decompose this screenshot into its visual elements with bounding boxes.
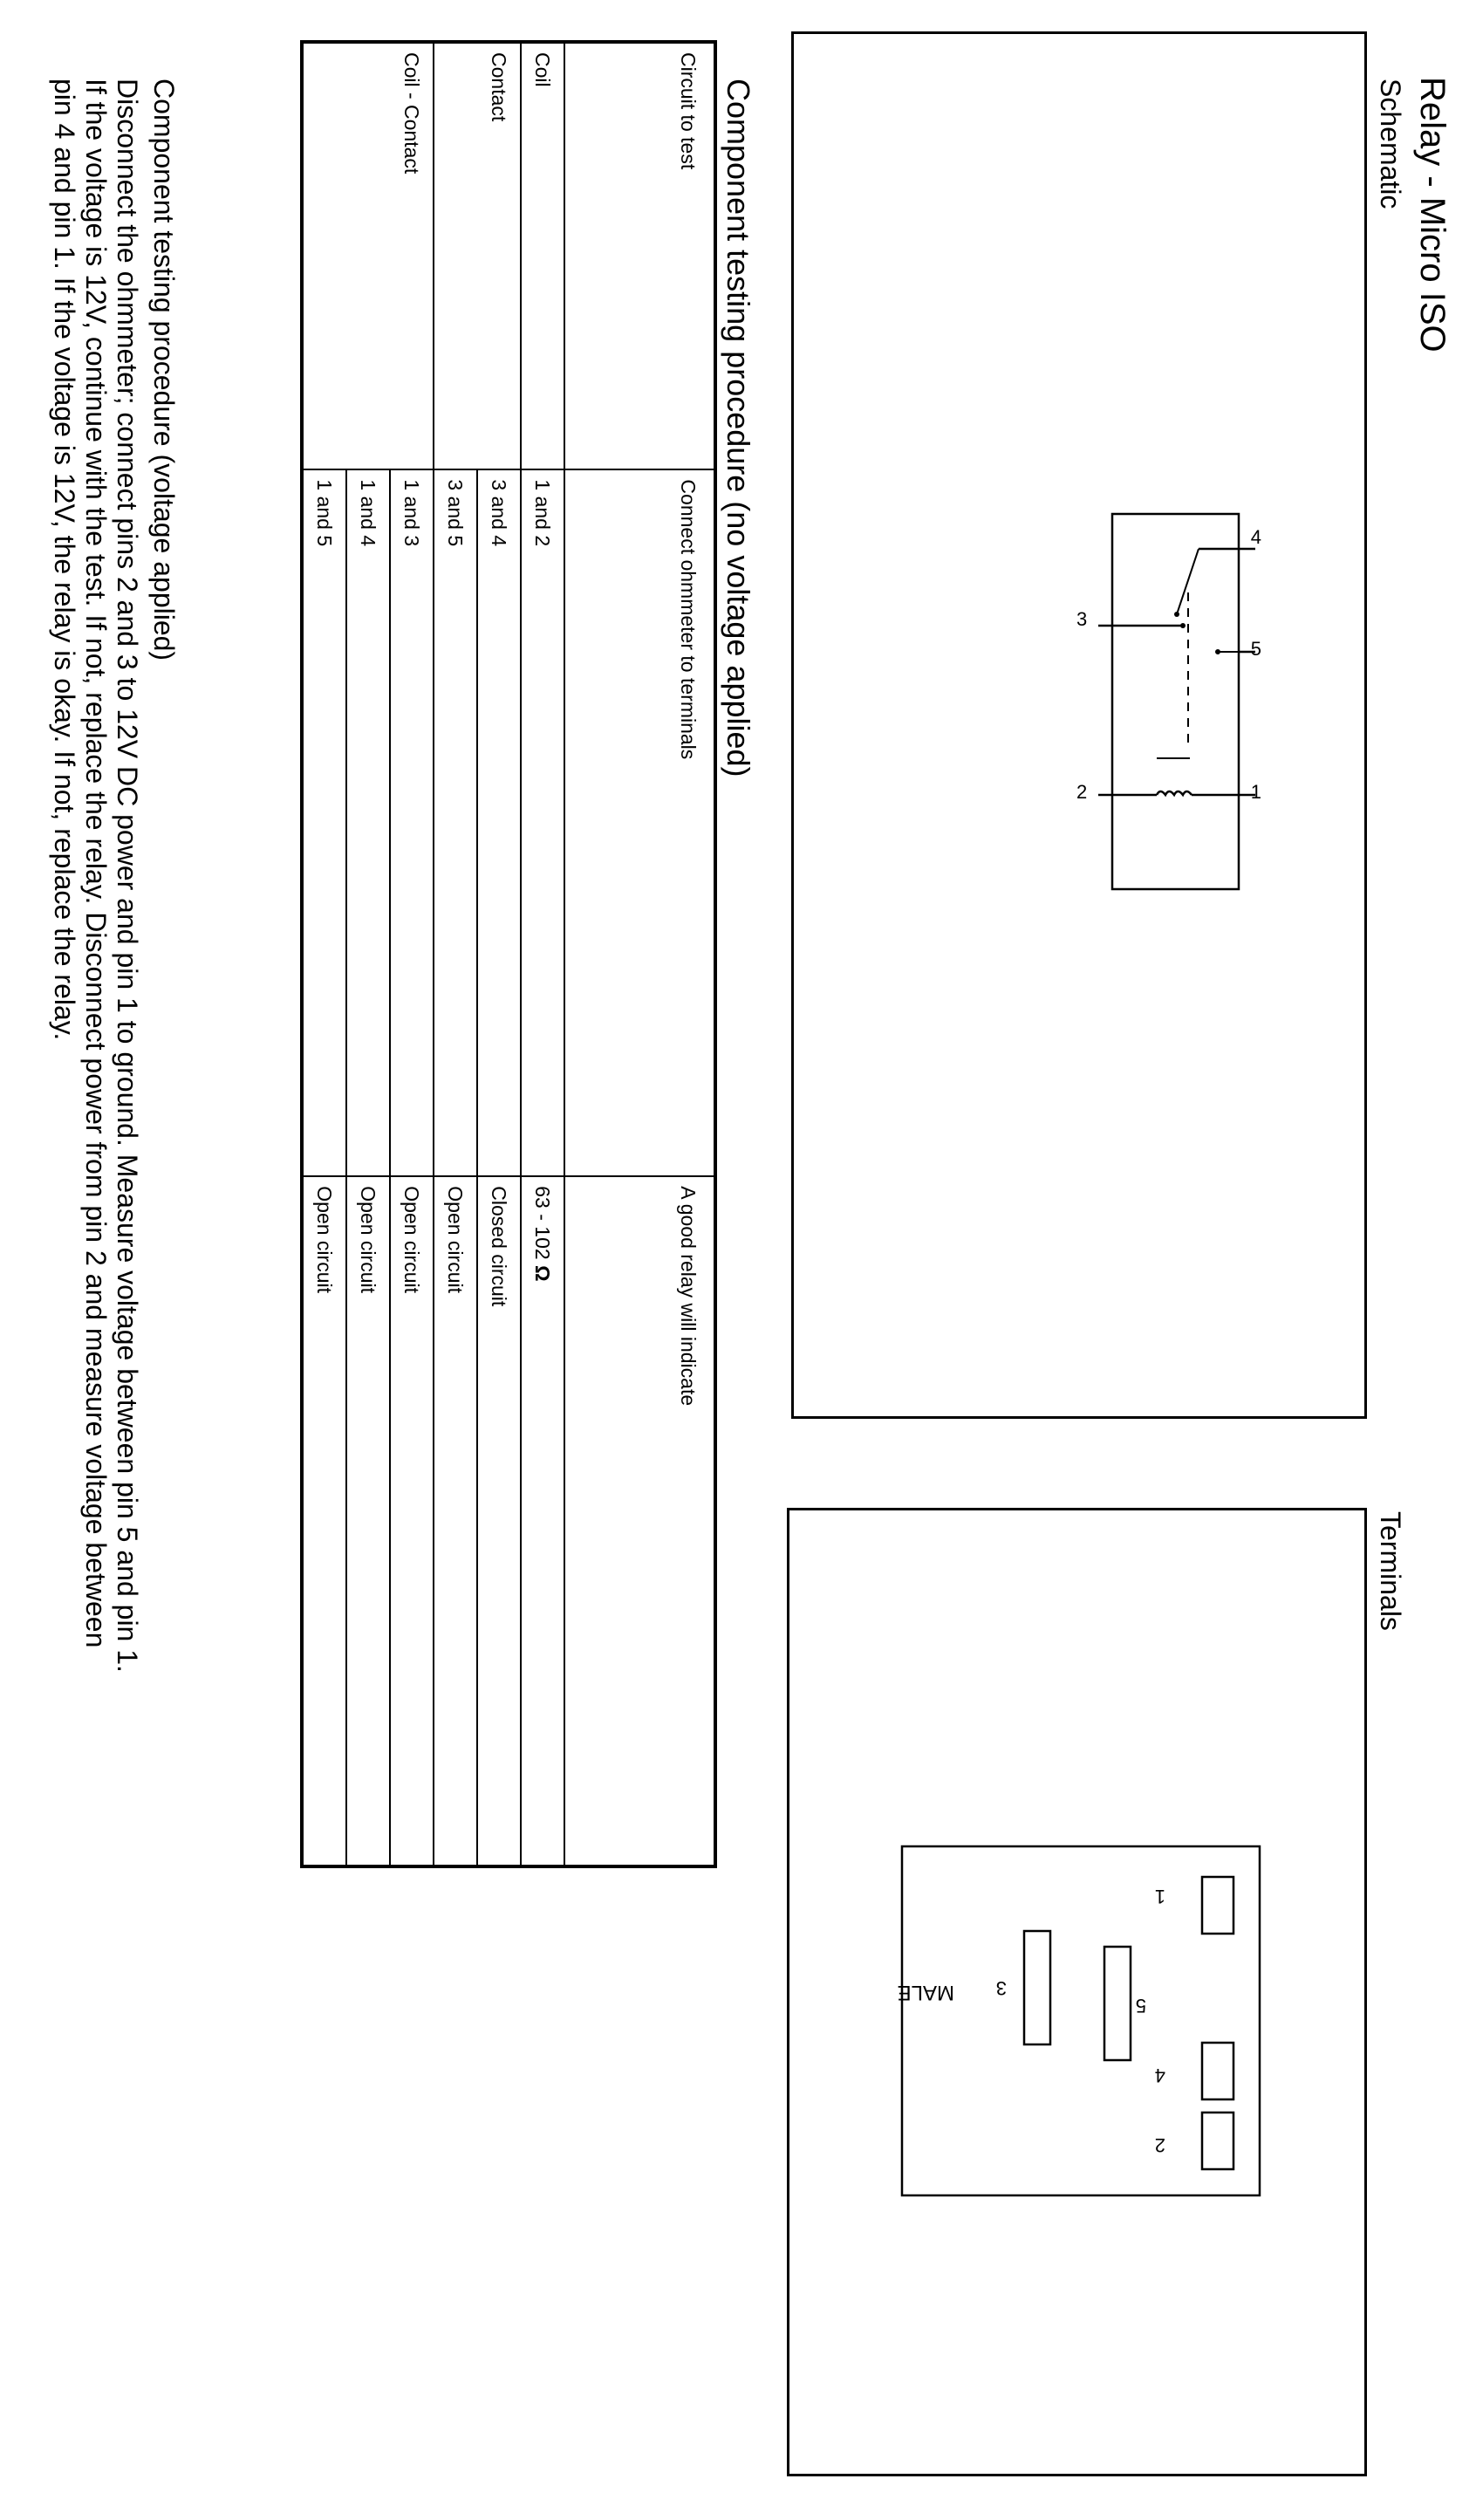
term-pin-4-label: 4 — [1154, 2065, 1165, 2086]
table-header-row — [564, 42, 715, 1866]
terminal-4-blade — [1202, 2043, 1233, 2099]
schem-pin-1-label: 1 — [1250, 781, 1261, 803]
voltage-test-title: Component testing procedure (voltage applied) — [148, 79, 180, 661]
connector-outline — [902, 1846, 1260, 2195]
no-voltage-test-title: Component testing procedure (no voltage applied) — [721, 79, 756, 777]
cell-terminals: 3 and 4 — [477, 469, 521, 1176]
terminal-3-blade — [1024, 1931, 1050, 2044]
switch-contact-dot — [1174, 612, 1179, 617]
voltage-test-instructions — [49, 79, 143, 1673]
cell-terminals: 1 and 4 — [346, 469, 390, 1176]
schematic-panel — [791, 31, 1367, 1419]
connector-gender-label: MALE — [897, 1981, 954, 2004]
cell-result: Open circuit — [302, 1176, 346, 1866]
cell-result: Open circuit — [434, 1176, 477, 1866]
page-title: Relay - Micro ISO — [1413, 77, 1452, 353]
terminal-2-blade — [1202, 2113, 1233, 2169]
cell-circuit: Coil — [521, 42, 564, 469]
schematic-pin-labels — [1076, 526, 1261, 803]
table-row — [346, 42, 390, 1866]
term-pin-5-label: 5 — [1135, 1995, 1146, 2017]
cell-terminals: 1 and 2 — [521, 469, 564, 1176]
schem-pin-3-label: 3 — [1076, 608, 1088, 630]
instruction-line: Disconnect the ohmmeter; connect pins 2 and 3 to 12V DC power and pin 1 to ground. Measure voltage between pin 5 and pin 1. — [112, 79, 143, 1673]
term-pin-1-label: 1 — [1154, 1886, 1165, 1907]
table-row — [477, 42, 521, 1866]
table-row — [521, 42, 564, 1866]
relay-terminals-diagram — [789, 1510, 1364, 2474]
schem-pin-4-label: 4 — [1250, 526, 1261, 548]
instruction-line: If the voltage is 12V, continue with the test. If not, replace the relay. Disconnect power from pin 2 and measure voltage between — [80, 79, 112, 1648]
cell-result: Open circuit — [346, 1176, 390, 1866]
term-pin-3-label: 3 — [995, 1977, 1007, 1999]
cell-circuit: Coil - Contact — [390, 42, 434, 469]
cell-terminals: 1 and 3 — [390, 469, 434, 1176]
term-pin-2-label: 2 — [1154, 2134, 1165, 2156]
pin-5-contact-dot — [1215, 649, 1220, 654]
table-row — [434, 42, 477, 1866]
terminal-5-blade — [1104, 1947, 1131, 2060]
no-voltage-test-table — [300, 40, 717, 1868]
cell-circuit — [346, 42, 390, 469]
schem-pin-5-label: 5 — [1250, 638, 1261, 660]
schem-pin-2-label: 2 — [1076, 781, 1088, 803]
cell-terminals: 3 and 5 — [434, 469, 477, 1176]
table-row — [302, 42, 346, 1866]
cell-circuit — [434, 42, 477, 469]
header-terminals: Connect ohmmeter to terminals — [564, 469, 715, 1176]
instruction-line: pin 4 and pin 1. If the voltage is 12V, the relay is okay. If not, replace the relay. — [49, 79, 80, 1041]
terminals-panel — [787, 1508, 1367, 2476]
terminals-label: Terminals — [1375, 1511, 1406, 1631]
coil-winding — [1157, 791, 1192, 795]
header-circuit: Circuit to test — [564, 42, 715, 469]
table-row — [390, 42, 434, 1866]
switch-arm — [1177, 549, 1199, 614]
relay-schematic-diagram — [794, 34, 1364, 1416]
cell-circuit — [302, 42, 346, 469]
ohm-icon: Ω — [531, 1265, 555, 1282]
header-result: A good relay will indicate — [564, 1176, 715, 1866]
pin-3-contact-dot — [1180, 623, 1186, 628]
cell-terminals: 1 and 5 — [302, 469, 346, 1176]
cell-result — [521, 1176, 564, 1866]
cell-result: Closed circuit — [477, 1176, 521, 1866]
relay-body-outline — [1112, 514, 1239, 889]
cell-result-value: 63 - 102 — [531, 1186, 555, 1260]
cell-result: Open circuit — [390, 1176, 434, 1866]
cell-circuit: Contact — [477, 42, 521, 469]
schematic-label: Schematic — [1375, 79, 1406, 209]
terminal-1-blade — [1202, 1877, 1233, 1934]
